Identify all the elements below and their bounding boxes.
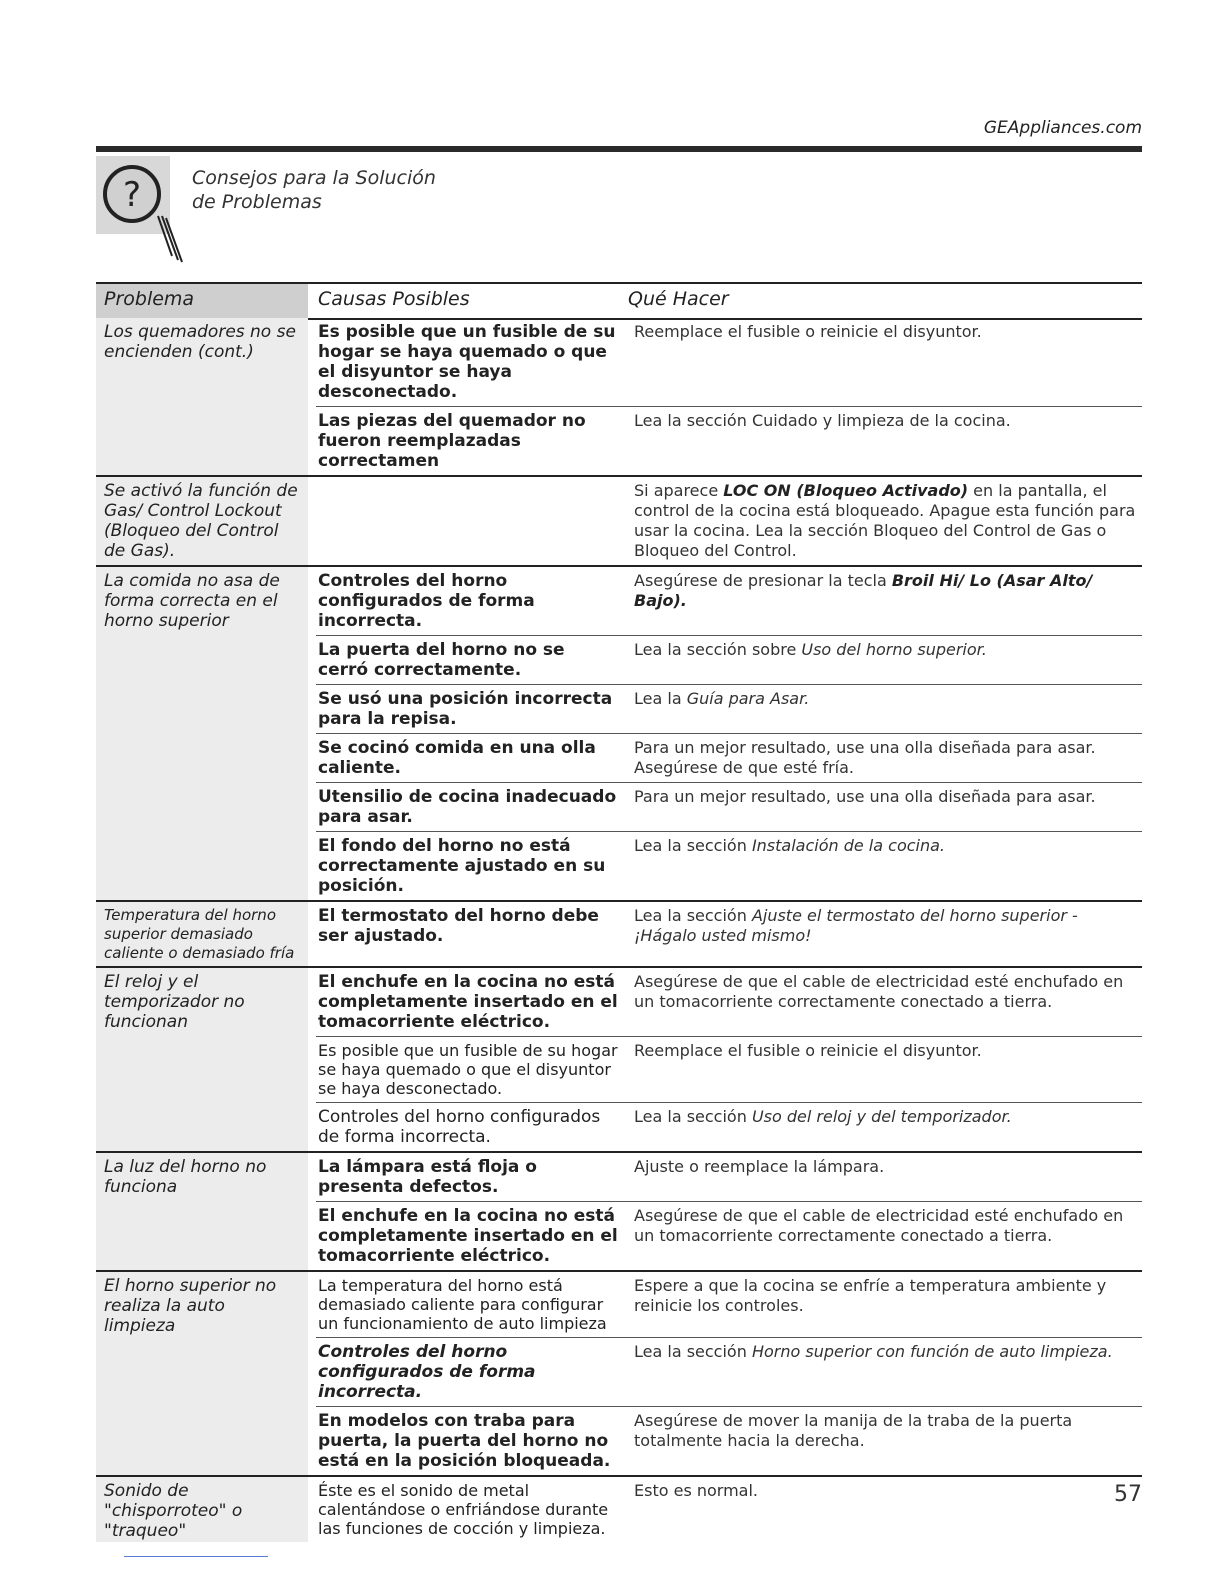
section-title-line1: Consejos para la Solución [192, 167, 436, 189]
cause-text: Controles del horno configurados de forma incorrecta. [318, 571, 535, 631]
cause-text: Controles del horno configurados de forma incorrecta. [318, 1342, 536, 1402]
fix-text: Asegúrese de que el cable de electricidad esté enchufado en un tomacorriente correctamente conectado a tierra. [634, 972, 1124, 1011]
fix-italic: Ajuste el termostato del horno superior - ¡Hágalo usted mismo! [634, 906, 1078, 945]
cause-text: Las piezas del quemador no fueron reemplazadas correctamen [318, 411, 586, 471]
problem-text: Se activó la función de Gas/ Control Lockout (Bloqueo del Control de Gas). [104, 481, 298, 561]
table-row [316, 636, 1142, 685]
problem-cell [96, 1153, 308, 1270]
fix-italic: Instalación de la cocina. [751, 836, 945, 855]
cause-text: Utensilio de cocina inadecuado para asar. [318, 787, 617, 827]
fix-text [626, 1338, 1142, 1406]
col-causes-header: Causas Posibles [318, 288, 470, 310]
table-group [96, 567, 1142, 902]
cause-text: El termostato del horno debe ser ajustado. [318, 906, 599, 946]
fix-post: en la pantalla, el control de la cocina está bloqueado. Apague esta función para usar la cocina. Lea la sección Bloqueo del Control de Gas o Bloqueo del Control. [634, 481, 1136, 560]
site-url[interactable]: GEAppliances.com [983, 118, 1142, 138]
problem-text: La luz del horno no funciona [104, 1157, 267, 1197]
svg-text:?: ? [122, 175, 142, 215]
fix-pre: Lea la [634, 689, 687, 708]
table-row [316, 1338, 1142, 1407]
problem-text: Los quemadores no se encienden (cont.) [104, 322, 296, 362]
fix-text [626, 636, 1142, 684]
troubleshooting-logo [96, 156, 206, 276]
table-group [96, 1153, 1142, 1272]
table-row [316, 1477, 1142, 1542]
col-fix-header: Qué Hacer [628, 288, 729, 310]
fix-bold: LOC ON (Bloqueo Activado) [723, 481, 969, 500]
cause-text: La lámpara está floja o presenta defectos. [318, 1157, 537, 1197]
table-row [316, 1103, 1142, 1151]
col-problem-header: Problema [104, 288, 195, 310]
problem-text: El horno superior no realiza la auto limpieza [104, 1276, 277, 1336]
problem-cell [96, 968, 308, 1151]
fix-text [626, 832, 1142, 900]
cause-text: La temperatura del horno está demasiado caliente para configurar un funcionamiento de auto limpieza [318, 1276, 607, 1333]
cause-text: Éste es el sonido de metal calentándose o enfriándose durante las funciones de cocción y limpieza. [318, 1481, 609, 1538]
fix-text [626, 685, 1142, 733]
footer-link-line [124, 1556, 268, 1557]
table-row [316, 902, 1142, 966]
magnifier-question-icon [96, 156, 206, 276]
table-row [316, 318, 1142, 407]
problem-text: El reloj y el temporizador no funcionan [104, 972, 245, 1032]
table-group [96, 318, 1142, 477]
fix-text: Para un mejor resultado, use una olla diseñada para asar. [634, 787, 1096, 806]
problem-text: Sonido de "chisporroteo" o "traqueo" [104, 1481, 243, 1541]
fix-text: Esto es normal. [634, 1481, 759, 1500]
fix-pre: Si aparece [634, 481, 724, 500]
fix-text: Asegúrese de mover la manija de la traba de la puerta totalmente hacia la derecha. [634, 1411, 1073, 1450]
fix-text: Reemplace el fusible o reinicie el disyuntor. [634, 322, 982, 341]
cause-text: En modelos con traba para puerta, la puerta del horno no está en la posición bloqueada. [318, 1411, 611, 1471]
cause-text: Se usó una posición incorrecta para la repisa. [318, 689, 613, 729]
cause-text: El fondo del horno no está correctamente ajustado en su posición. [318, 836, 606, 896]
table-header [96, 282, 1142, 320]
problem-cell [96, 318, 308, 475]
cause-text [316, 477, 626, 565]
table-row [316, 1037, 1142, 1103]
table-group [96, 1272, 1142, 1477]
fix-pre: Lea la sección [634, 906, 752, 925]
fix-text [626, 567, 1142, 635]
table-row [316, 783, 1142, 832]
table-row [316, 968, 1142, 1037]
cause-text: La puerta del horno no se cerró correctamente. [318, 640, 565, 680]
fix-pre: Lea la sección [634, 1342, 752, 1361]
fix-pre: Lea la sección [634, 836, 752, 855]
section-title [192, 166, 436, 214]
fix-text: Lea la sección Cuidado y limpieza de la cocina. [634, 411, 1011, 430]
fix-text [626, 477, 1142, 565]
table-row [316, 567, 1142, 636]
problem-cell [96, 1477, 308, 1542]
table-row [316, 832, 1142, 900]
table-row [316, 1407, 1142, 1475]
table-row [316, 1153, 1142, 1202]
table-group [96, 477, 1142, 567]
cause-text: Es posible que un fusible de su hogar se haya quemado o que el disyuntor se haya desconectado. [318, 322, 616, 402]
fix-text: Reemplace el fusible o reinicie el disyuntor. [634, 1041, 982, 1060]
table-row [316, 685, 1142, 734]
cause-text: Se cocinó comida en una olla caliente. [318, 738, 596, 778]
fix-text: Espere a que la cocina se enfríe a temperatura ambiente y reinicie los controles. [634, 1276, 1107, 1315]
problem-cell [96, 567, 308, 900]
table-row [316, 1202, 1142, 1270]
header-rule [96, 146, 1142, 152]
fix-italic: Guía para Asar. [686, 689, 810, 708]
fix-text: Para un mejor resultado, use una olla diseñada para asar. Asegúrese de que esté fría. [634, 738, 1096, 777]
fix-bold: Broil Hi/ Lo (Asar Alto/ Bajo). [634, 571, 1093, 610]
fix-text [626, 902, 1142, 966]
table-group [96, 902, 1142, 968]
table-row [316, 734, 1142, 783]
problem-text: La comida no asa de forma correcta en el horno superior [104, 571, 280, 631]
table-group [96, 1477, 1142, 1542]
cause-text: El enchufe en la cocina no está completamente insertado en el tomacorriente eléctrico. [318, 1206, 618, 1266]
fix-italic: Horno superior con función de auto limpieza. [751, 1342, 1113, 1361]
cause-text: Controles del horno configurados de forma incorrecta. [318, 1107, 601, 1147]
problem-text: Temperatura del horno superior demasiado caliente o demasiado fría [104, 906, 295, 962]
cause-text: Es posible que un fusible de su hogar se haya quemado o que el disyuntor se haya desconectado. [318, 1041, 618, 1098]
troubleshooting-table [96, 318, 1142, 1542]
table-row [316, 407, 1142, 475]
cause-text: El enchufe en la cocina no está completamente insertado en el tomacorriente eléctrico. [318, 972, 618, 1032]
problem-cell [96, 1272, 308, 1475]
fix-text: Asegúrese de que el cable de electricidad esté enchufado en un tomacorriente correctamente conectado a tierra. [634, 1206, 1124, 1245]
table-group [96, 968, 1142, 1153]
page-number: 57 [1114, 1482, 1142, 1507]
fix-text: Ajuste o reemplace la lámpara. [634, 1157, 885, 1176]
problem-cell [96, 902, 308, 966]
fix-text [626, 1103, 1142, 1151]
fix-pre: Lea la sección [634, 1107, 752, 1126]
section-title-line2: de Problemas [192, 191, 322, 213]
table-row [316, 1272, 1142, 1338]
fix-italic: Uso del reloj y del temporizador. [751, 1107, 1012, 1126]
table-row [316, 477, 1142, 565]
fix-pre: Asegúrese de presionar la tecla [634, 571, 892, 590]
fix-pre: Lea la sección sobre [634, 640, 802, 659]
problem-cell [96, 477, 308, 565]
fix-italic: Uso del horno superior. [801, 640, 987, 659]
